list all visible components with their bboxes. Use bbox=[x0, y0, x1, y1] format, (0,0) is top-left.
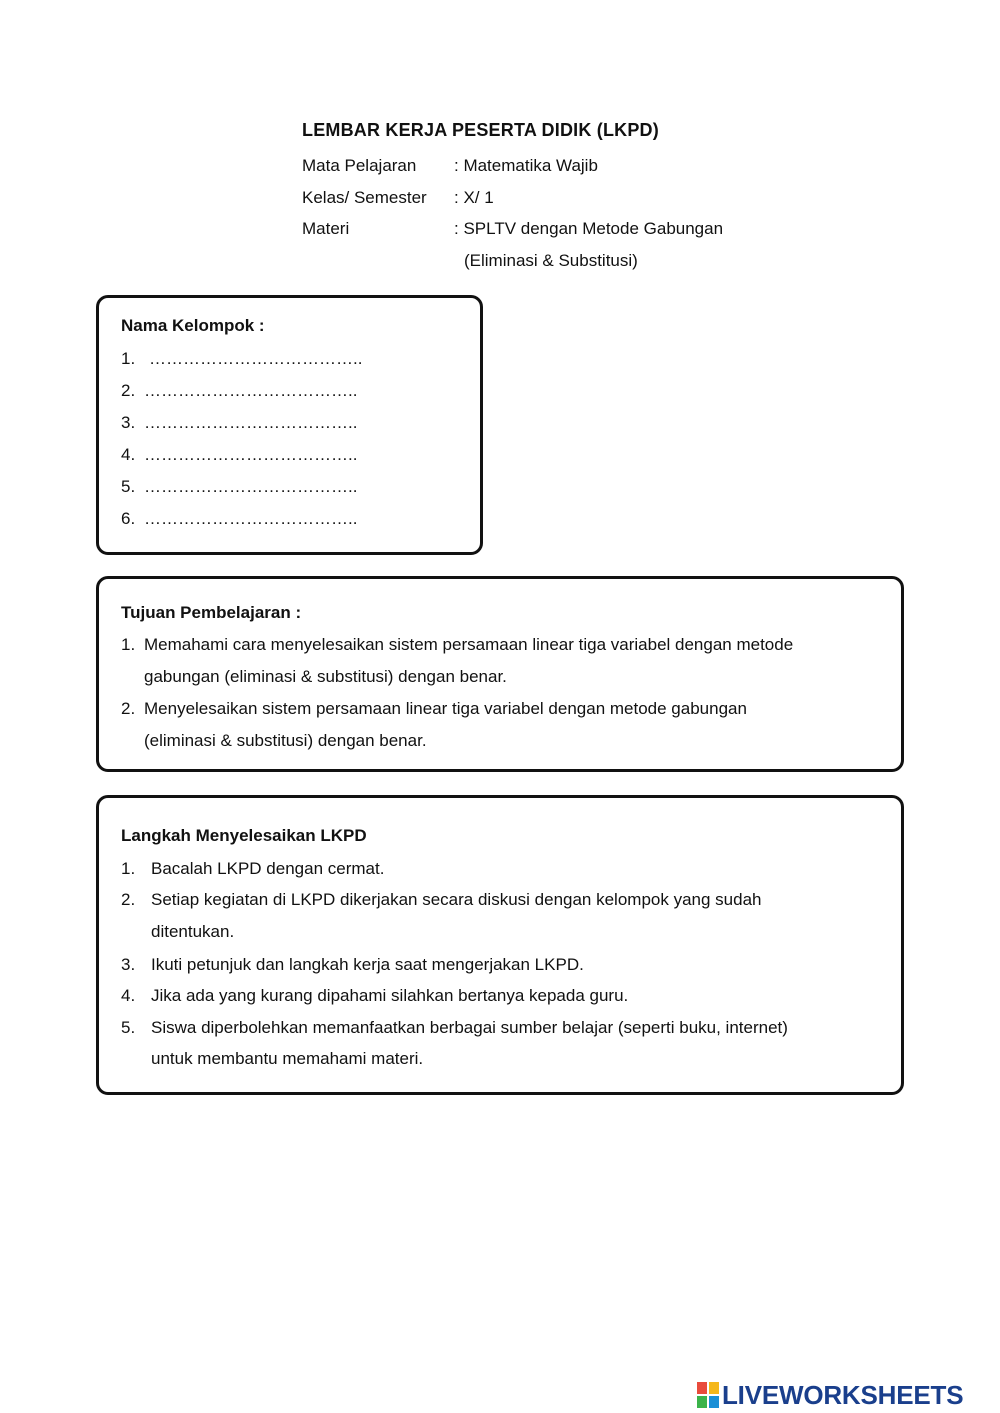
group-member-line[interactable] bbox=[121, 413, 357, 433]
meta-row-subject bbox=[302, 156, 598, 176]
list-text-continuation: ditentukan. bbox=[151, 922, 235, 941]
list-item bbox=[121, 890, 762, 910]
list-text-continuation: gabungan (eliminasi & substitusi) dengan benar. bbox=[144, 667, 507, 686]
group-member-line[interactable] bbox=[121, 349, 362, 369]
list-text-continuation: (eliminasi & substitusi) dengan benar. bbox=[144, 731, 427, 750]
list-number: 1. bbox=[121, 349, 136, 368]
meta-label: Kelas/ Semester bbox=[302, 188, 427, 207]
list-number: 5. bbox=[121, 1018, 136, 1037]
list-item bbox=[121, 986, 628, 1006]
logo-square bbox=[697, 1396, 707, 1408]
list-item bbox=[121, 859, 384, 879]
group-member-line[interactable] bbox=[121, 381, 357, 401]
list-number: 1. bbox=[121, 859, 136, 878]
blank-field: ……………………………….. bbox=[144, 381, 358, 400]
list-number: 2. bbox=[121, 699, 136, 718]
page-title: LEMBAR KERJA PESERTA DIDIK (LKPD) bbox=[302, 120, 659, 140]
list-item bbox=[121, 699, 747, 719]
list-number: 3. bbox=[121, 413, 136, 432]
list-text: Bacalah LKPD dengan cermat. bbox=[151, 859, 385, 878]
group-names-box bbox=[96, 295, 483, 555]
blank-field: ……………………………….. bbox=[144, 509, 358, 528]
list-text: Ikuti petunjuk dan langkah kerja saat mengerjakan LKPD. bbox=[151, 955, 584, 974]
blank-field: ……………………………….. bbox=[144, 413, 358, 432]
blank-field: ……………………………….. bbox=[149, 349, 363, 368]
list-number: 2. bbox=[121, 890, 136, 909]
group-member-line[interactable] bbox=[121, 509, 357, 529]
learning-objectives-title: Tujuan Pembelajaran : bbox=[121, 603, 302, 622]
list-number: 4. bbox=[121, 986, 136, 1005]
meta-label: Mata Pelajaran bbox=[302, 156, 417, 175]
list-item bbox=[121, 1018, 788, 1038]
list-text: Menyelesaikan sistem persamaan linear tiga variabel dengan metode gabungan bbox=[144, 699, 747, 718]
list-number: 4. bbox=[121, 445, 136, 464]
meta-materi-continuation: (Eliminasi & Substitusi) bbox=[464, 251, 638, 270]
meta-value: : SPLTV dengan Metode Gabungan bbox=[454, 219, 724, 238]
meta-value: : Matematika Wajib bbox=[454, 156, 598, 175]
list-text-continuation: untuk membantu memahami materi. bbox=[151, 1049, 424, 1068]
list-number: 2. bbox=[121, 381, 136, 400]
logo-square bbox=[709, 1396, 719, 1408]
group-member-line[interactable] bbox=[121, 477, 357, 497]
list-number: 1. bbox=[121, 635, 136, 654]
steps-box bbox=[96, 795, 904, 1095]
list-number: 3. bbox=[121, 955, 136, 974]
logo-square bbox=[709, 1382, 719, 1394]
group-member-line[interactable] bbox=[121, 445, 357, 465]
liveworksheets-icon bbox=[697, 1382, 719, 1408]
list-number: 6. bbox=[121, 509, 136, 528]
list-text: Memahami cara menyelesaikan sistem persamaan linear tiga variabel dengan metode bbox=[144, 635, 794, 654]
meta-value: : X/ 1 bbox=[454, 188, 494, 207]
blank-field: ……………………………….. bbox=[144, 445, 358, 464]
steps-title: Langkah Menyelesaikan LKPD bbox=[121, 826, 367, 845]
meta-row-class bbox=[302, 188, 494, 208]
meta-label: Materi bbox=[302, 219, 350, 238]
list-item bbox=[121, 955, 584, 975]
list-text: Setiap kegiatan di LKPD dikerjakan secara diskusi dengan kelompok yang sudah bbox=[151, 890, 762, 909]
list-item bbox=[121, 635, 793, 655]
logo-square bbox=[697, 1382, 707, 1394]
group-names-title: Nama Kelompok : bbox=[121, 316, 265, 335]
list-text: Siswa diperbolehkan memanfaatkan berbagai sumber belajar (seperti buku, internet) bbox=[151, 1018, 788, 1037]
blank-field: ……………………………….. bbox=[144, 477, 358, 496]
list-number: 5. bbox=[121, 477, 136, 496]
liveworksheets-logo bbox=[697, 1378, 963, 1412]
meta-row-materi bbox=[302, 219, 723, 239]
liveworksheets-wordmark: LIVEWORKSHEETS bbox=[722, 1379, 964, 1410]
list-text: Jika ada yang kurang dipahami silahkan bertanya kepada guru. bbox=[151, 986, 629, 1005]
learning-objectives-box bbox=[96, 576, 904, 772]
